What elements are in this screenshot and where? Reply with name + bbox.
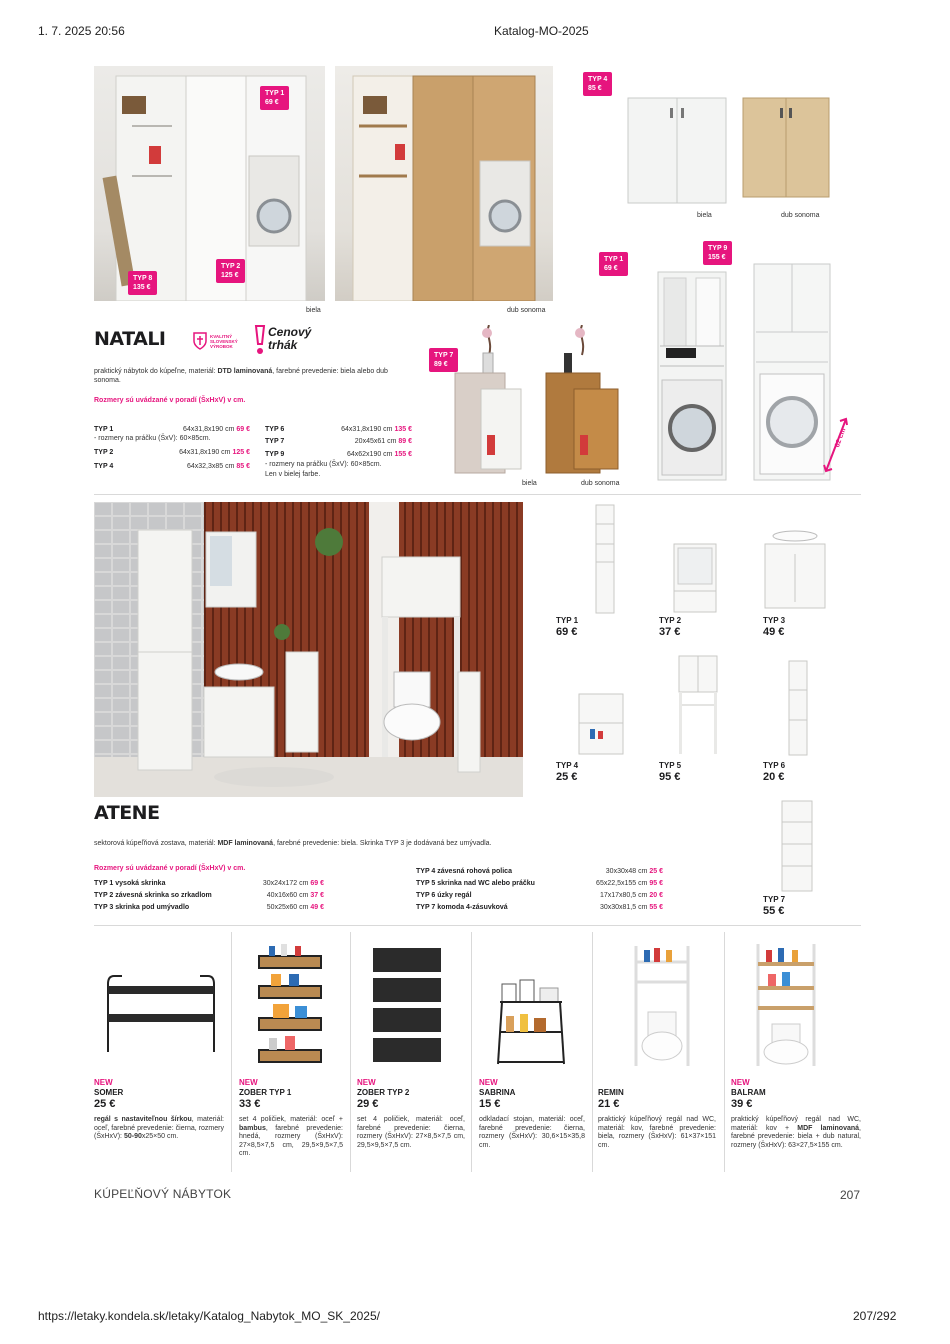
- product-remin: [598, 1088, 716, 1150]
- col-divider-2: [350, 932, 351, 1172]
- natali-spec-typ4: TYP 4 64x32,3x85 cm 85 €: [94, 463, 250, 470]
- catalog-page-number: 207: [840, 1188, 861, 1202]
- atene-typ6-image: [788, 660, 808, 756]
- atene-spec-typ1: TYP 1 vysoká skrinka 30x24x172 cm 69 €: [94, 880, 324, 887]
- natali-spec-typ2: TYP 2 64x31,8x190 cm 125 €: [94, 449, 250, 456]
- natali-spec-typ6: TYP 6 64x31,8x190 cm 135 €: [265, 426, 412, 433]
- atene-type-2: TYP 2 37 €: [659, 616, 682, 638]
- product-name: ZOBER TYP 1: [239, 1088, 292, 1097]
- print-page-count: 207/292: [853, 1309, 897, 1323]
- sabrina-image: [496, 966, 566, 1068]
- natali-typ4-caption-oak: dub sonoma: [781, 212, 820, 219]
- atene-spec-typ4: TYP 4 závesná rohová polica 30x30x48 cm 25 €: [416, 868, 663, 875]
- natali-dimensions-note: Rozmery sú uvádzané v poradí (ŠxHxV) v cm.: [94, 397, 246, 404]
- natali-typ7-white: [449, 325, 529, 477]
- natali-white-illustration: [94, 66, 325, 301]
- remin-image: [630, 942, 694, 1068]
- natali-spec-typ7: TYP 7 20x45x61 cm 89 €: [265, 438, 412, 445]
- product-name: SOMER: [94, 1088, 124, 1097]
- natali-width-label: 62 cm: [834, 427, 848, 449]
- natali-spec-typ9: TYP 9 64x62x190 cm 155 €: [265, 451, 412, 458]
- product-name: SABRINA: [479, 1088, 516, 1097]
- natali-spec-typ9-sub2: Len v bielej farbe.: [265, 471, 321, 478]
- natali-photo-caption-white: biela: [306, 307, 321, 314]
- atene-type-4: TYP 4 25 €: [556, 761, 579, 783]
- natali-tag-typ9: TYP 9 155 €: [703, 241, 732, 265]
- zober2-image: [371, 944, 443, 1068]
- product-somer: [94, 1078, 224, 1142]
- natali-oak-illustration: [335, 66, 553, 301]
- natali-tag-typ1: TYP 1 69 €: [260, 86, 289, 110]
- source-url[interactable]: https://letaky.kondela.sk/letaky/Katalog_Nabytok_MO_SK_2025/: [38, 1309, 380, 1323]
- product-price: 15 €: [479, 1098, 501, 1110]
- natali-quality-badge: KVALITNÝ SLOVENSKÝ VÝROBOK: [193, 330, 243, 352]
- natali-description: praktický nábytok do kúpeľne, materiál: DTD laminovaná, farebné prevedenie: biela alebo dub sonoma.: [94, 368, 388, 384]
- section-footer-title: KÚPEĽŇOVÝ NÁBYTOK: [94, 1187, 232, 1201]
- atene-room-illustration: [94, 502, 523, 797]
- zober1-image: [255, 942, 325, 1068]
- product-name: REMIN: [598, 1088, 624, 1097]
- atene-type-6: TYP 6 20 €: [763, 761, 786, 783]
- natali-typ7-caption-white: biela: [522, 480, 537, 487]
- natali-spec-typ9-sub: - rozmery na práčku (ŠxV): 60×85cm.: [265, 461, 382, 468]
- product-description: praktický kúpeľňový regál nad WC, materiál: kov + MDF laminovaná, farebné prevedenie: biela + dub natural, rozmery (ŠxHxV): 63×27,5×155 cm.: [731, 1116, 861, 1149]
- col-divider-4: [592, 932, 593, 1172]
- atene-room-photo: [94, 502, 523, 797]
- atene-typ2-image: [673, 543, 717, 613]
- natali-spec-typ1-sub: - rozmery na práčku (ŠxV): 60×85cm.: [94, 435, 211, 442]
- natali-tag-typ4: TYP 4 85 €: [583, 72, 612, 96]
- product-description: set 4 poličiek, materiál: oceľ, farebné prevedenie: čierna, rozmery (ŠxHxV): 27×8,5×7,5 cm, 29,5×9,5×7,5 cm.: [357, 1116, 465, 1149]
- product-price: 29 €: [357, 1098, 379, 1110]
- somer-image: [102, 972, 220, 1054]
- product-price: 39 €: [731, 1098, 753, 1110]
- col-divider-5: [724, 932, 725, 1172]
- atene-typ1-image: [595, 504, 615, 614]
- natali-typ7-oak: [540, 325, 626, 477]
- natali-white-photo: [94, 66, 325, 301]
- new-badge: NEW: [357, 1078, 376, 1087]
- new-badge: NEW: [479, 1078, 498, 1087]
- natali-photo-caption-oak: dub sonoma: [507, 307, 546, 314]
- atene-typ5-image: [678, 655, 718, 755]
- atene-title: ATENE: [94, 802, 160, 824]
- exclamation-icon: [253, 324, 267, 356]
- new-badge: NEW: [731, 1078, 750, 1087]
- product-balram: [731, 1078, 861, 1150]
- col-divider-3: [471, 932, 472, 1172]
- atene-spec-typ6: TYP 6 úzky regál 17x17x80,5 cm 20 €: [416, 892, 663, 899]
- product-zober-typ1: [239, 1078, 343, 1159]
- natali-tag-typ2: TYP 2 125 €: [216, 259, 245, 283]
- new-badge: NEW: [239, 1078, 258, 1087]
- natali-title: NATALI: [94, 328, 166, 350]
- atene-dimensions-note: Rozmery sú uvádzané v poradí (ŠxHxV) v cm.: [94, 865, 246, 872]
- print-datetime: 1. 7. 2025 20:56: [38, 24, 125, 38]
- atene-typ3-image: [763, 530, 827, 612]
- product-zober-typ2: [357, 1078, 465, 1150]
- natali-tag-typ7: TYP 7 89 €: [429, 348, 458, 372]
- atene-type-3: TYP 3 49 €: [763, 616, 786, 638]
- natali-typ4-oak: [741, 96, 831, 199]
- natali-typ4-white: [626, 96, 728, 205]
- natali-typ4-caption-white: biela: [697, 212, 712, 219]
- natali-price-hit-badge: Cenový trhák: [253, 324, 323, 356]
- product-description: odkladací stojan, materiál: oceľ, farebné prevedenie: čierna, rozmery (ŠxHxV): 30,6×15×35,8 cm.: [479, 1116, 585, 1149]
- product-price: 25 €: [94, 1098, 116, 1110]
- atene-spec-typ2: TYP 2 závesná skrinka so zrkadlom 40x16x60 cm 37 €: [94, 892, 324, 899]
- natali-typ7-caption-oak: dub sonoma: [581, 480, 620, 487]
- product-description: regál s nastaviteľnou šírkou, materiál: oceľ, farebné prevedenie: čierna, rozmery (ŠxHxV): 50-90x25×50 cm.: [94, 1116, 224, 1140]
- section-divider-1: [94, 494, 861, 495]
- atene-typ4-image: [578, 693, 624, 755]
- atene-spec-typ5: TYP 5 skrinka nad WC alebo práčku 65x22,5x155 cm 95 €: [416, 880, 663, 887]
- natali-typ1-unit: [656, 270, 728, 482]
- new-badge: NEW: [94, 1078, 113, 1087]
- atene-type-5: TYP 5 95 €: [659, 761, 682, 783]
- natali-tag-typ8: TYP 8 135 €: [128, 271, 157, 295]
- col-divider-1: [231, 932, 232, 1172]
- product-price: 21 €: [598, 1098, 620, 1110]
- atene-type-7: TYP 7 55 €: [763, 895, 786, 917]
- product-description: set 4 poličiek, materiál: oceľ + bambus, farebné prevedenie: hnedá, rozmery (ŠxHxV): 27×8,5×7,5 cm, 29,5×9,5×7,5 cm.: [239, 1116, 343, 1157]
- natali-spec-typ1: TYP 1 64x31,8x190 cm 69 €: [94, 426, 250, 433]
- atene-type-1: TYP 1 69 €: [556, 616, 579, 638]
- atene-spec-typ3: TYP 3 skrinka pod umývadlo 50x25x60 cm 49 €: [94, 904, 324, 911]
- atene-description: sektorová kúpeľňová zostava, materiál: MDF laminovaná, farebné prevedenie: biela. Skrinka TYP 3 je dodávaná bez umývadla.: [94, 840, 492, 847]
- slovak-shield-icon: [193, 332, 207, 350]
- atene-typ7-image: [781, 800, 813, 892]
- section-divider-2: [94, 925, 861, 926]
- atene-spec-typ7: TYP 7 komoda 4-zásuvková 30x30x81,5 cm 55 €: [416, 904, 663, 911]
- product-sabrina: [479, 1078, 585, 1150]
- document-title: Katalog-MO-2025: [494, 24, 589, 38]
- product-price: 33 €: [239, 1098, 261, 1110]
- natali-tag-typ1-b: TYP 1 69 €: [599, 252, 628, 276]
- product-name: ZOBER TYP 2: [357, 1088, 410, 1097]
- product-name: BALRAM: [731, 1088, 766, 1097]
- natali-oak-photo: [335, 66, 553, 301]
- natali-typ9-unit: [752, 262, 832, 482]
- balram-image: [752, 940, 820, 1068]
- product-description: praktický kúpeľňový regál nad WC, materiál: kov, farebné prevedenie: biela, rozmery (ŠxHxV): 61×37×151 cm.: [598, 1116, 716, 1149]
